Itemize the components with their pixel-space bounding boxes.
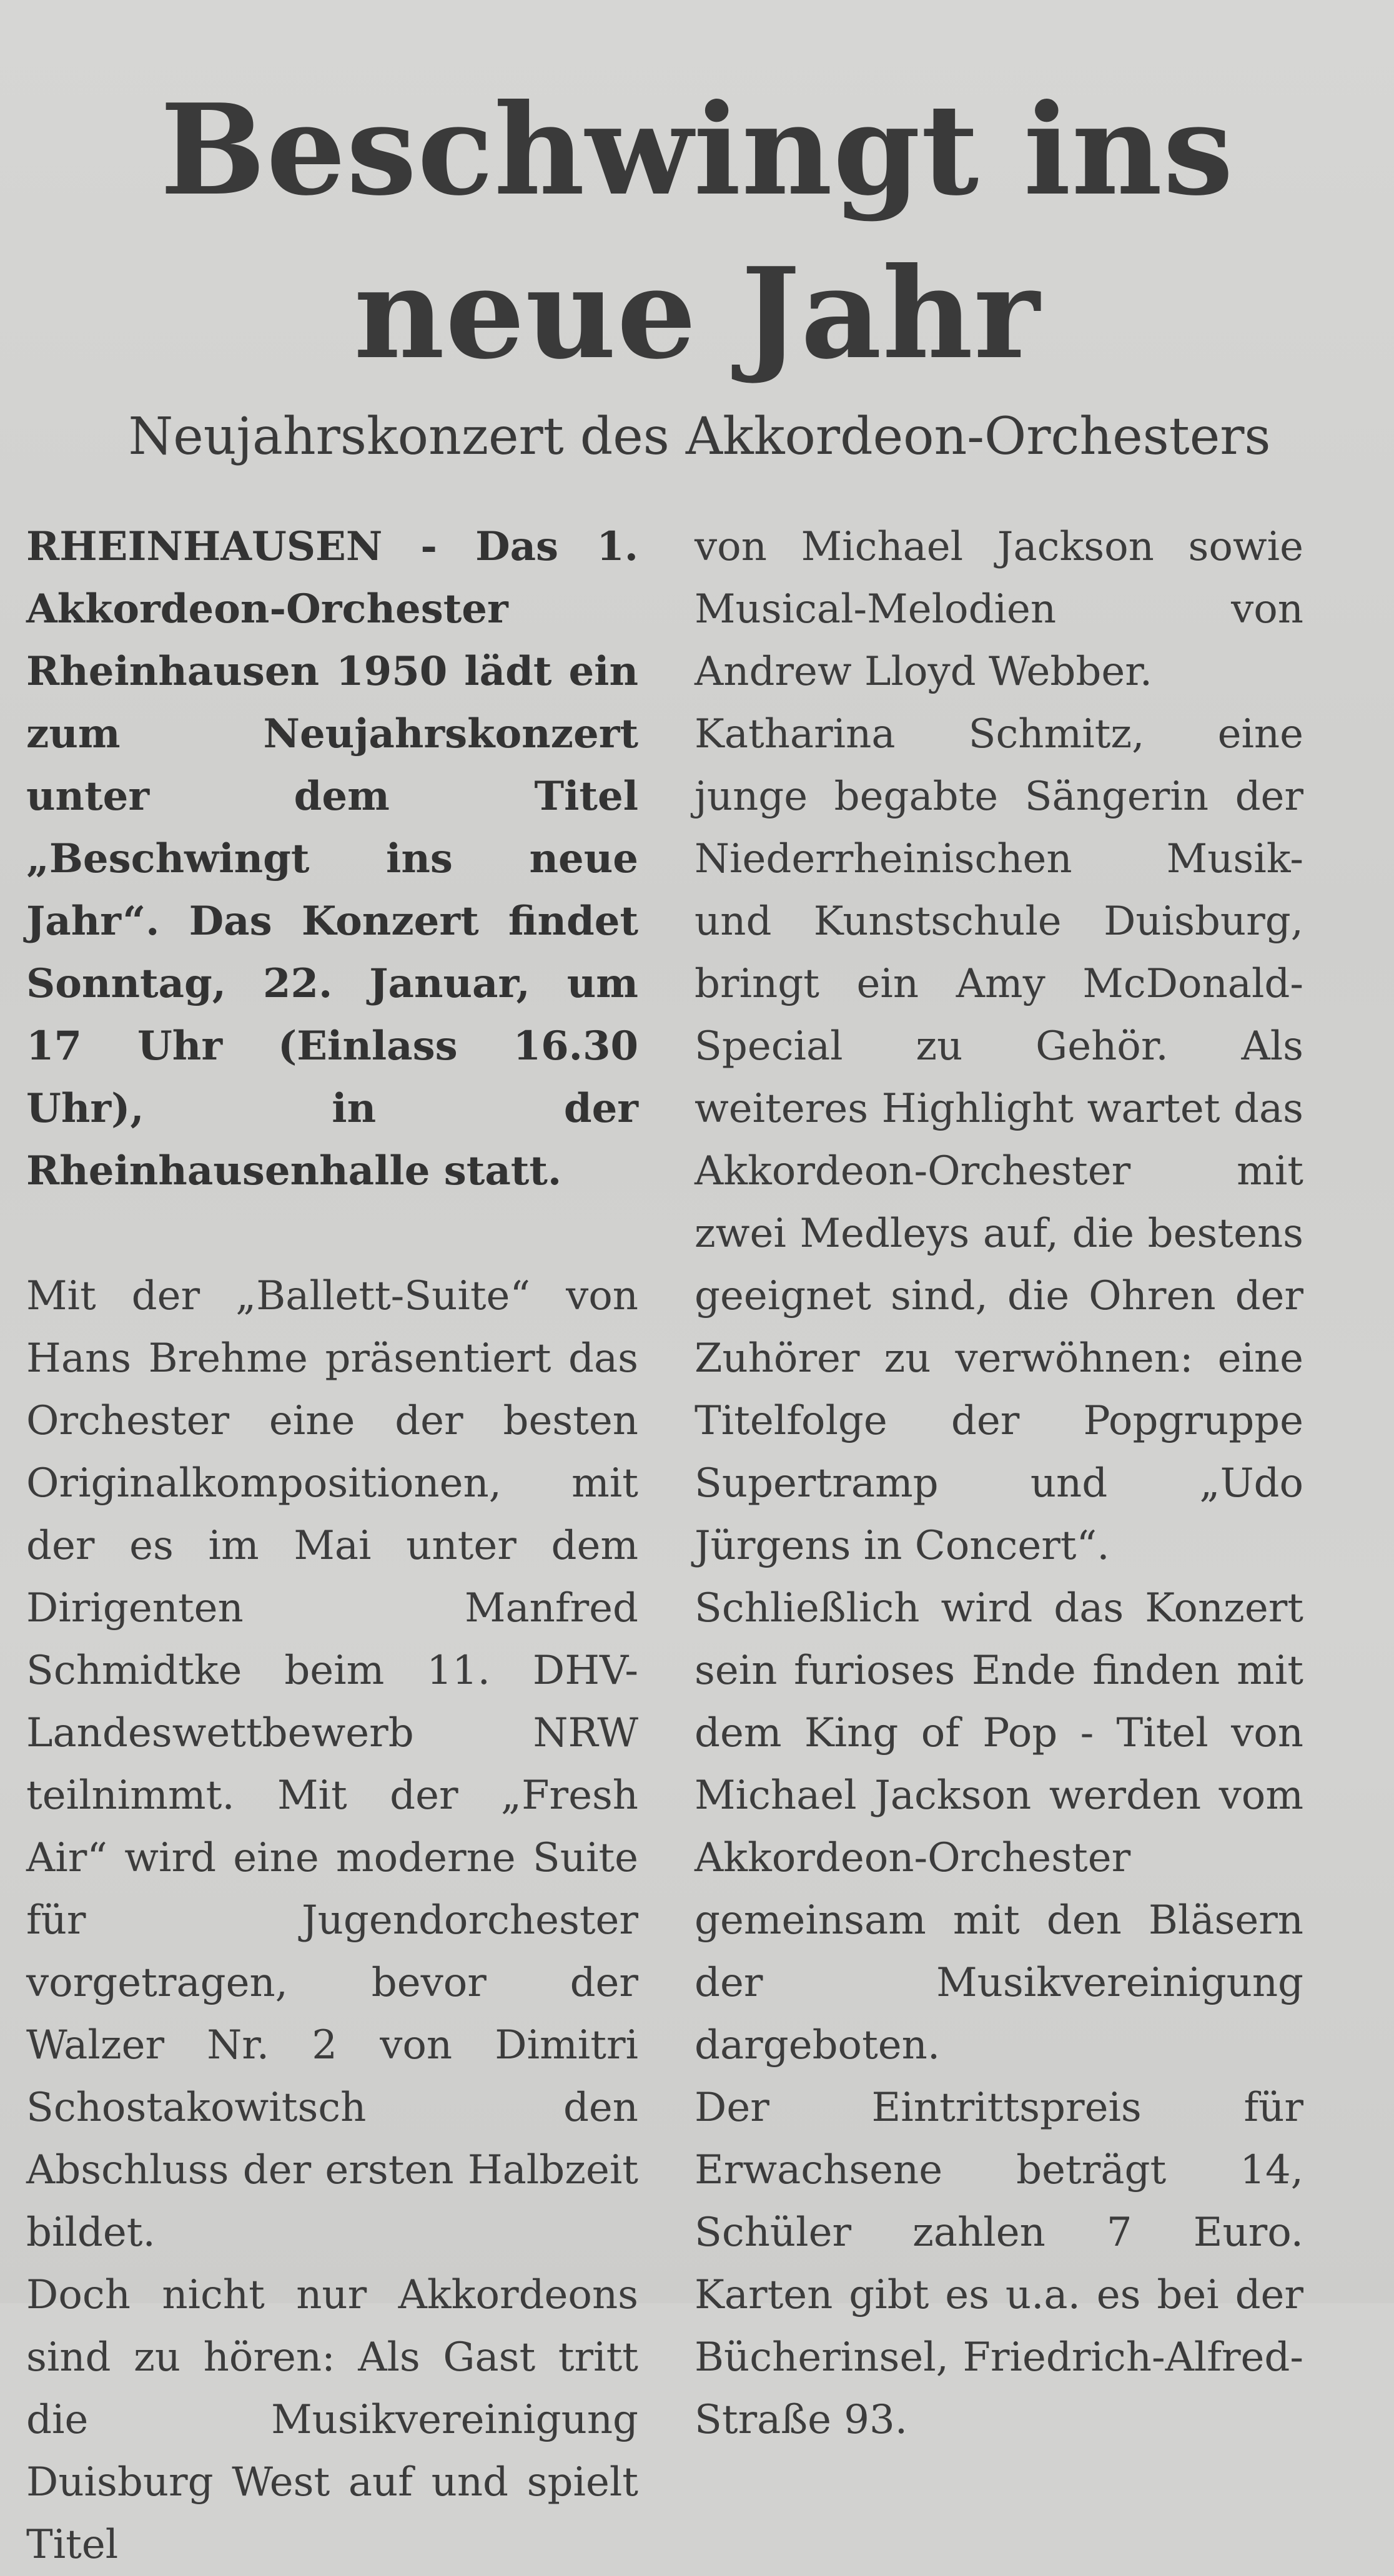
- body-paragraph-4: Schließlich wird das Konzert sein furioses Ende finden mit dem King of Pop - Titel von Michael Jackson werden vom Akkordeon-Orchester gemeinsam mit den Bläsern der Musikvereinigung dargeboten.: [695, 1585, 1303, 2068]
- paragraph-spacer: [26, 1202, 638, 1265]
- body-paragraph-2-start: Doch nicht nur Akkordeons sind zu hören: Als Gast tritt die Musikvereinigung Duisburg West auf und spielt Titel: [26, 2272, 638, 2568]
- article-subheadline: Neujahrskonzert des Akkordeon-Orchesters: [128, 407, 1271, 466]
- column-left: [26, 516, 638, 2576]
- body-paragraph-5: Der Eintrittspreis für Erwachsene beträgt 14, Schüler zahlen 7 Euro. Karten gibt es u.a. es bei der Bücherinsel, Friedrich-Alfred-Straße 93.: [695, 2085, 1303, 2443]
- headline-line-1: Beschwingt ins: [160, 77, 1234, 224]
- lead-paragraph: RHEINHAUSEN - Das 1. Akkordeon-Orchester Rheinhausen 1950 lädt ein zum Neujahrskonzert unter dem Titel „Beschwingt ins neue Jahr“. Das Konzert findet Sonntag, 22. Januar, um 17 Uhr (Einlass 16.30 Uhr), in der Rheinhausenhalle statt.: [26, 523, 638, 1194]
- body-paragraph-3: Katharina Schmitz, eine junge begabte Sängerin der Niederrheinischen Musik- und Kunstschule Duisburg, bringt ein Amy McDonald-Special zu Gehör. Als weiteres Highlight wartet das Akkordeon-Orchester mit zwei Medleys auf, die bestens geeignet sind, die Ohren der Zuhörer zu verwöhnen: eine Titelfolge der Popgruppe Supertramp und „Udo Jürgens in Concert“.: [695, 711, 1303, 1569]
- headline-line-2: neue Jahr: [353, 240, 1041, 387]
- column-right: [695, 516, 1303, 2451]
- body-paragraph-2-end: von Michael Jackson sowie Musical-Melodien von Andrew Lloyd Webber.: [695, 524, 1303, 695]
- article-headline: [0, 69, 1394, 396]
- body-paragraph-1: Mit der „Ballett-Suite“ von Hans Brehme präsentiert das Orchester eine der besten Originalkompositionen, mit der es im Mai unter dem Dirigenten Manfred Schmidtke beim 11. DHV-Landeswettbewerb NRW teilnimmt. Mit der „Fresh Air“ wird eine moderne Suite für Jugendorchester vorgetragen, bevor der Walzer Nr. 2 von Dimitri Schostakowitsch den Abschluss der ersten Halbzeit bildet.: [26, 1273, 638, 2256]
